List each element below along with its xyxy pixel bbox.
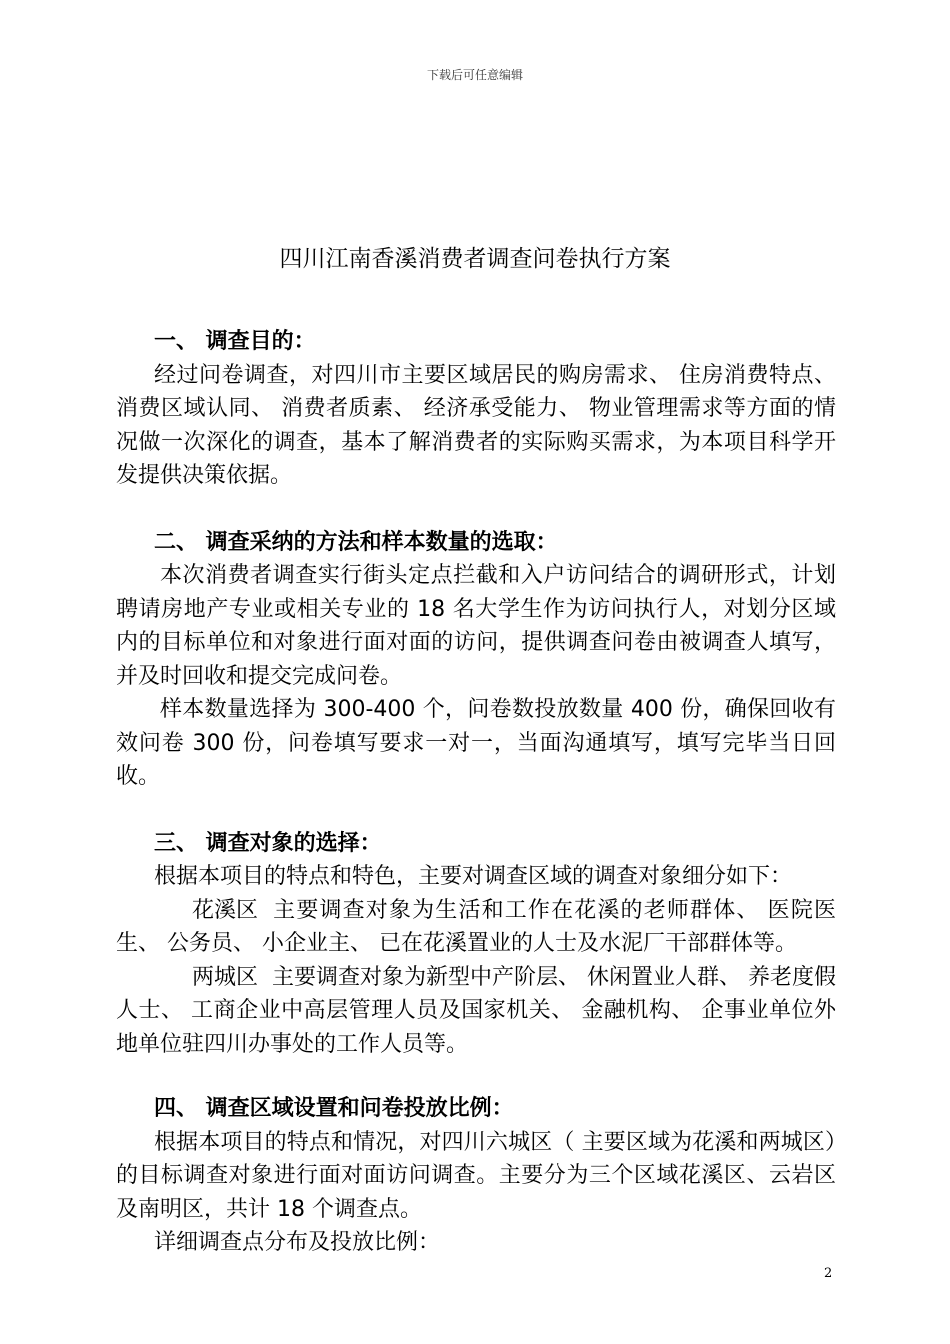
section-paragraph: 样本数量选择为 300-400 个，问卷数投放数量 400 份，确保回收有效问卷 300 份，问卷填写要求一对一，当面沟通填写，填写完毕当日回收。: [116, 697, 836, 789]
section-paragraph: 经过问卷调查，对四川市主要区域居民的购房需求、 住房消费特点、 消费区域认同、 消费者质素、 经济承受能力、 物业管理需求等方面的情况做一次深化的调查，基本了解消费者的实际购买需求，为本项目科学开发提供决策依据。: [116, 362, 836, 488]
document-body: [116, 325, 836, 1260]
document-title: 四川江南香溪消费者调查问卷执行方案: [279, 246, 671, 272]
district-name: 两城区: [192, 964, 259, 990]
section-heading-purpose: 一、 调查目的：: [154, 329, 316, 354]
district-description: 主要调查对象为生活和工作在花溪的老师群体、 医院医生、 公务员、 小企业主、 已在花溪置业的人士及水泥厂干部群体等。: [116, 897, 836, 956]
district-description: 主要调查对象为新型中产阶层、 休闲置业人群、 养老度假人士、 工商企业中高层管理人员及国家机关、 金融机构、 企事业单位外地单位驻四川办事处的工作人员等。: [116, 964, 836, 1057]
section-paragraph: 根据本项目的特点和情况，对四川六城区（ 主要区域为花溪和两城区）的目标调查对象进行面对面访问调查。主要分为三个区域花溪区、云岩区及南明区，共计 18 个调查点。: [116, 1129, 836, 1222]
district-name: 花溪区: [192, 897, 259, 923]
section-paragraph: 详细调查点分布及投放比例：: [154, 1230, 441, 1255]
section-paragraph: 根据本项目的特点和特色，主要对调查区域的调查对象细分如下：: [154, 864, 793, 889]
section-heading-method: 二、 调查采纳的方法和样本数量的选取：: [154, 529, 558, 555]
section-heading-subjects: 三、 调查对象的选择：: [154, 830, 382, 856]
header-note: 下载后可任意编辑: [426, 68, 523, 82]
district-entry: [116, 894, 836, 961]
section-paragraph: 本次消费者调查实行街头定点拦截和入户访问结合的调研形式，计划聘请房地产专业或相关专业的 18 名大学生作为访问执行人，对划分区域内的目标单位和对象进行面对面的访问，提供调查问卷由被调查人填写，并及时回收和提交完成问卷。: [116, 563, 836, 689]
page-number: 2: [824, 1266, 833, 1281]
district-entry: [116, 961, 836, 1062]
section-heading-regions: 四、 调查区域设置和问卷投放比例：: [154, 1096, 514, 1121]
